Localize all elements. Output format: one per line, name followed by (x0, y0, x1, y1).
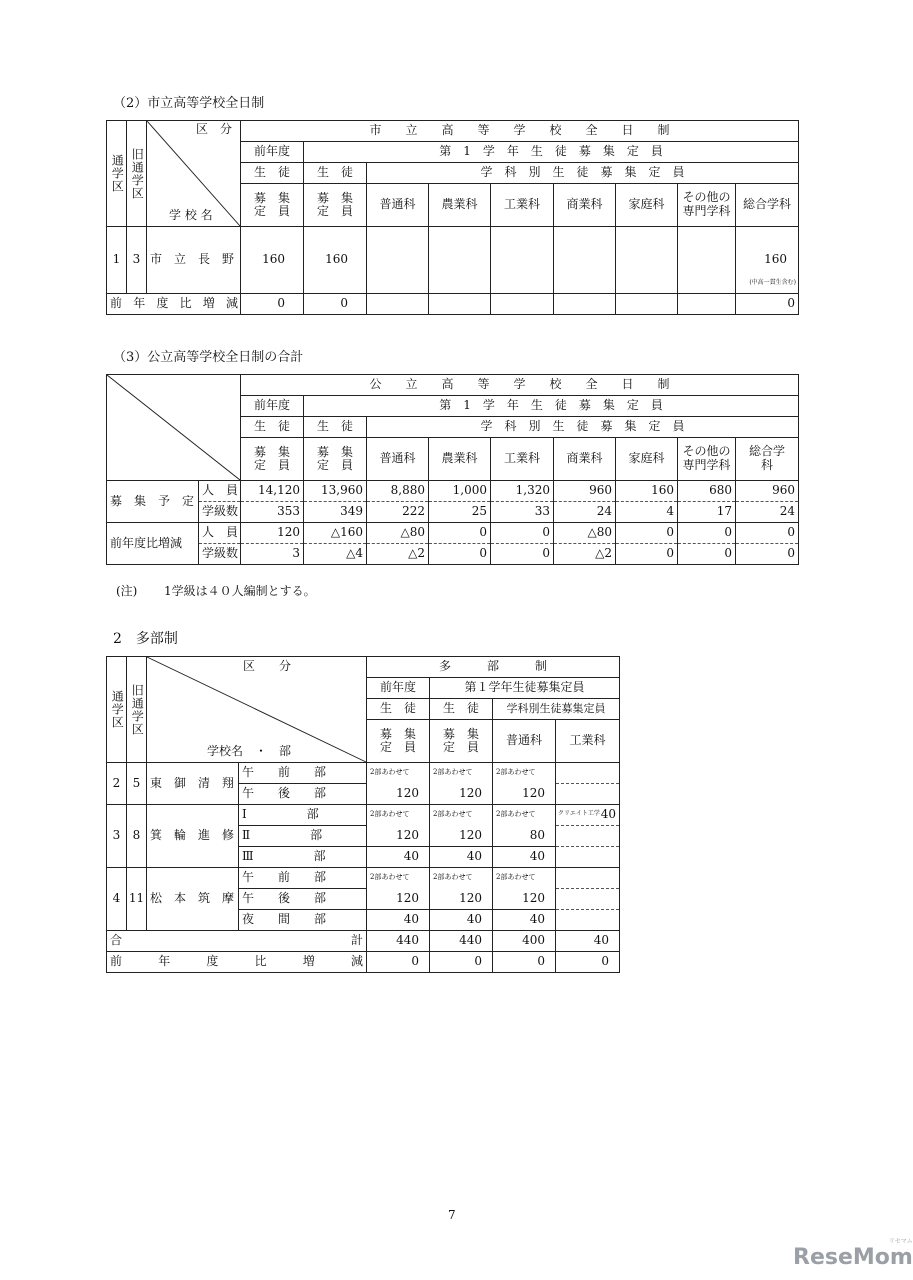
prev-year-header: 前年度 (241, 396, 304, 417)
note-text: 1学級は４０人編制とする。 (164, 584, 316, 598)
kubun-label: 区 分 (195, 122, 232, 136)
dept-commerce: 商業科 (554, 438, 616, 481)
first-year-quota-header: 第 1 学 年 生 徒 募 集 定 員 (304, 396, 799, 417)
sum-row: 合 計 440 440 400 40 (107, 931, 620, 952)
dept-industry: 工業科 (491, 184, 554, 227)
industry-course-note: クリエイト工学 (558, 810, 600, 817)
multi-part-table (106, 656, 620, 973)
section3-heading: （3）公立高等学校全日制の合計 (113, 350, 304, 365)
corner-cell (107, 375, 241, 481)
section2-heading: （2）市立高等学校全日制 (113, 96, 265, 111)
dept-home-economics: 家庭科 (616, 184, 678, 227)
table-row: 4 11 松 本 筑 摩 午 前 部 2部あわせて 2部あわせて 2部あわせて (107, 868, 620, 889)
dept-other-specialized: その他の専門学科 (678, 184, 736, 227)
group-title: 市 立 高 等 学 校 全 日 制 (241, 121, 799, 142)
school-name: 東 御 清 翔 (147, 763, 239, 805)
integrated-note: (中高一貫生含む) (749, 279, 797, 287)
table-row: 募 集 予 定 人 員 14,120 13,960 8,880 1,000 1,320 960 160 680 960 (107, 481, 799, 502)
kubun-corner-cell (147, 657, 367, 763)
prev-student-header: 生 徒 (241, 417, 304, 438)
school-name-label: 学 校 名 (169, 207, 213, 222)
prev-recruit-quota-header: 募 集 定 員 (241, 438, 304, 481)
city-high-school-table (106, 120, 799, 315)
school-name: 松 本 筑 摩 (147, 868, 239, 931)
student-header: 生 徒 (430, 699, 493, 720)
change-row: 前 年 度 比 増 減 0 0 0 (107, 294, 799, 315)
table-row: 午 後 部 120 120 120 (107, 889, 620, 910)
group-title: 多 部 制 (367, 657, 620, 678)
student-header: 生 徒 (304, 417, 367, 438)
by-dept-header: 学 科 別 生 徒 募 集 定 員 (367, 163, 799, 184)
first-year-quota-header: 第 1 学 年 生 徒 募 集 定 員 (304, 142, 799, 163)
school-name: 箕 輪 進 修 (147, 805, 239, 868)
dept-industry: 工業科 (491, 438, 554, 481)
prev-year-header: 前年度 (367, 678, 430, 699)
table-row: 1 3 市 立 長 野 160 160 160 (中高一貫生含む) (107, 227, 799, 294)
dept-integrated: 総合学科 (736, 438, 799, 481)
table-row: 夜 間 部 40 40 40 (107, 910, 620, 931)
table-row: 午 後 部 120 120 120 (107, 784, 620, 805)
prev-student-header: 生 徒 (367, 699, 430, 720)
dept-agriculture: 農業科 (429, 184, 491, 227)
district-new-header: 通学区 (107, 121, 127, 227)
table-row: Ⅲ 部 40 40 40 (107, 847, 620, 868)
recruit-quota-header: 募 集 定 員 (430, 720, 493, 763)
student-header: 生 徒 (304, 163, 367, 184)
prev-student-header: 生 徒 (241, 163, 304, 184)
by-dept-header: 学科別生徒募集定員 (493, 699, 620, 720)
prev-recruit-quota-header: 募 集 定 員 (241, 184, 304, 227)
change-row: 前 年 度 比 増 減 0 0 0 0 (107, 952, 620, 973)
kubun-corner-cell (147, 121, 241, 227)
table-row: 前年度比増減 人 員 120 △160 △80 0 0 △80 0 0 0 (107, 523, 799, 544)
recruit-quota-header: 募 集 定 員 (304, 438, 367, 481)
logo-text: ReseMom (793, 1245, 913, 1270)
school-part-label: 学校名 ・ 部 (207, 743, 292, 758)
table-row: 2 5 東 御 清 翔 午 前 部 2部あわせて 2部あわせて 2部あわせて (107, 763, 620, 784)
dept-industry: 工業科 (556, 720, 620, 763)
dept-general: 普通科 (493, 720, 556, 763)
group-label: 募 集 予 定 (107, 481, 199, 523)
multi-heading: 2 多部制 (113, 631, 178, 647)
table-row: 3 8 箕 輪 進 修 Ⅰ 部 2部あわせて 2部あわせて 2部あわせて クリエイト工学 40 (107, 805, 620, 826)
dept-other-specialized: その他の専門学科 (678, 438, 736, 481)
table-row: 学級数 3 △4 △2 0 0 △2 0 0 0 (107, 544, 799, 565)
prev-recruit-quota-header: 募 集 定 員 (367, 720, 430, 763)
page-number: 7 (448, 1208, 456, 1222)
kubun-label: 区 分 (243, 659, 292, 673)
dept-general: 普通科 (367, 184, 429, 227)
district-new-header: 通学区 (107, 657, 127, 763)
dept-commerce: 商業科 (554, 184, 616, 227)
district-old-header: 旧通学区 (127, 121, 147, 227)
recruit-quota-header: 募 集 定 員 (304, 184, 367, 227)
dept-general: 普通科 (367, 438, 429, 481)
resemom-logo (793, 1236, 913, 1270)
by-dept-header: 学 科 別 生 徒 募 集 定 員 (367, 417, 799, 438)
prev-year-header: 前年度 (241, 142, 304, 163)
group-title: 公 立 高 等 学 校 全 日 制 (241, 375, 799, 396)
logo-kana: リセマム (888, 1238, 913, 1245)
note-label: (注) (116, 584, 138, 598)
public-total-table (106, 374, 799, 565)
dept-agriculture: 農業科 (429, 438, 491, 481)
district-old-header: 旧通学区 (127, 657, 147, 763)
table-row: Ⅱ 部 120 120 80 (107, 826, 620, 847)
school-name: 市 立 長 野 (147, 227, 241, 294)
first-year-quota-header: 第１学年生徒募集定員 (430, 678, 620, 699)
group-label: 前年度比増減 (107, 523, 199, 565)
dept-home-economics: 家庭科 (616, 438, 678, 481)
dept-integrated: 総合学科 (736, 184, 799, 227)
table-row: 学級数 353 349 222 25 33 24 4 17 24 (107, 502, 799, 523)
